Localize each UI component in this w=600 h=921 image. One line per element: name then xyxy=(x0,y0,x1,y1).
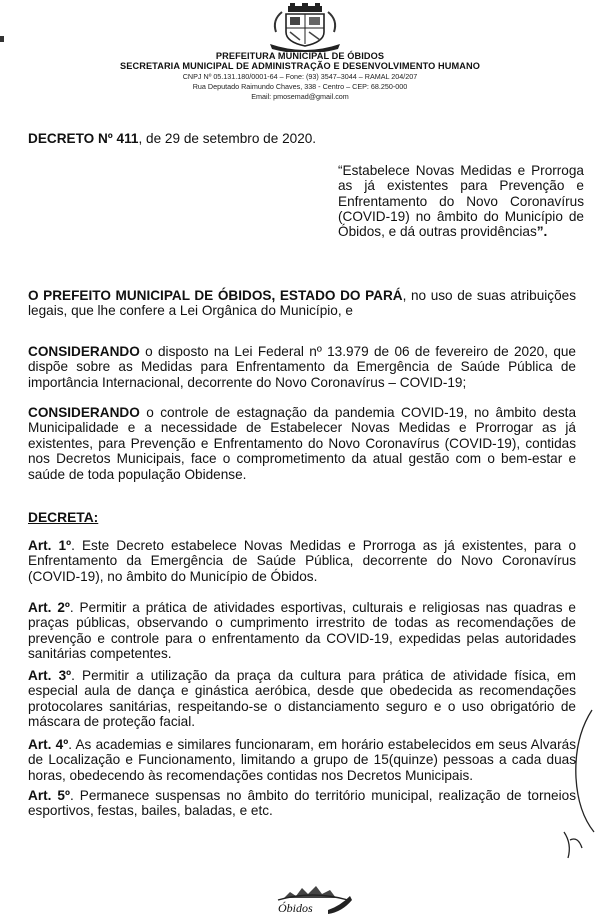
article-label: Art. 2º xyxy=(28,600,70,615)
article-5 xyxy=(28,788,576,819)
scan-margin-mark xyxy=(0,36,4,42)
ementa-text: “Estabelece Novas Medidas e Prorroga as já existentes para Prevenção e Enfrentamento do Novo Coronavírus (COVID-19) no âmbito do Município de Óbidos, e dá outras providências xyxy=(338,163,584,240)
prefeitura-heading: PREFEITURA MUNICIPAL DE ÓBIDOS xyxy=(215,51,385,61)
article-text: . Permitir a utilização da praça da cultura para prática de atividade física, em especial aula de dança e ginástica aeróbica, desde que obedecida as recomendações protocolares sanitárias, respeitando-se o distanciamento seguro e o uso obrigatório de máscara de proteção facial. xyxy=(28,668,576,730)
footer-logo-text: Óbidos xyxy=(278,901,313,915)
considerando-1 xyxy=(28,344,576,390)
ementa-close: ”. xyxy=(536,224,548,240)
article-4 xyxy=(28,737,576,783)
article-2 xyxy=(28,600,576,662)
considerando-text: o disposto na Lei Federal nº 13.979 de 06 de fevereiro de 2020, que dispõe sobre as Medidas para Enfrentamento da Emergência de Saúde Pública de importância Internacional, decorrente do Novo Coronavírus – COVID-19; xyxy=(28,344,576,390)
article-1 xyxy=(28,538,576,584)
article-label: Art. 1º xyxy=(28,538,72,553)
decree-date: , de 29 de setembro de 2020. xyxy=(138,131,317,146)
considerando-label: CONSIDERANDO xyxy=(28,344,140,359)
article-text: . Permitir a prática de atividades esportivas, culturais e religiosas nas quadras e praças públicas, observando o cumprimento irrestrito de todas as recomendações de prevenção e controle para o enfrentamento da COVID-19, expedidas pelas autoridades sanitárias competentes. xyxy=(28,600,576,662)
article-text: . As academias e similares funcionaram, em horário estabelecidos em seus Alvarás de Localização e Funcionamento, limitando a grupo de 15(quinze) pessoas a cada duas horas, obedecendo às recomendações contidas nos Decretos Municipais. xyxy=(28,737,576,783)
obidos-city-logo-icon xyxy=(270,876,354,916)
article-label: Art. 5º xyxy=(28,788,70,803)
article-text: . Este Decreto estabelece Novas Medidas e Prorroga as já existentes, para o Enfrentamento da Emergência de Saúde Pública, decorrente do Novo Coronavírus (COVID-19), no âmbito do Município de Óbidos. xyxy=(28,538,577,584)
contact-line: CNPJ Nº 05.131.180/0001-64 – Fone: (93) 3547–3044 – RAMAL 204/207 xyxy=(182,72,418,81)
article-text: . Permanece suspensas no âmbito do território municipal, realização de torneios esportivos, festas, bailes, baladas, e etc. xyxy=(28,788,576,819)
article-label: Art. 3º xyxy=(28,668,72,683)
article-3 xyxy=(28,668,576,730)
secretaria-heading: SECRETARIA MUNICIPAL DE ADMINISTRAÇÃO E DESENVOLVIMENTO HUMANO xyxy=(120,61,480,71)
decreta-heading: DECRETA: xyxy=(28,510,99,525)
decree-title xyxy=(28,131,316,146)
considerando-label: CONSIDERANDO xyxy=(28,405,140,420)
considerando-2 xyxy=(28,405,576,482)
address-line: Rua Deputado Raimundo Chaves, 338 - Centro – CEP: 68.250-000 xyxy=(192,82,408,91)
preamble-text: , no uso de suas atribuições legais, que lhe confere a Lei Orgânica do Município, e xyxy=(28,288,576,319)
article-label: Art. 4º xyxy=(28,737,69,752)
decree-number: DECRETO Nº 411 xyxy=(28,131,139,146)
email-line: Email: pmosemad@gmail.com xyxy=(251,92,349,101)
considerando-text: o controle de estagnação da pandemia COVID-19, no âmbito desta Municipalidade e a necessidade de Estabelecer Novas Medidas e Prorrogar as já existentes, para Prevenção e Enfrentamento do Novo Coronavírus (COVID-19), contidas nos Decretos Municipais, face o comprometimento da atual gestão com o bem-estar e saúde de toda população Obidense. xyxy=(28,405,576,482)
decree-ementa xyxy=(338,163,584,239)
preamble xyxy=(28,288,576,319)
handwritten-margin-mark xyxy=(558,708,600,868)
preamble-authority: O PREFEITO MUNICIPAL DE ÓBIDOS, ESTADO DO PARÁ xyxy=(28,288,403,303)
municipal-coat-of-arms-icon xyxy=(262,2,348,52)
